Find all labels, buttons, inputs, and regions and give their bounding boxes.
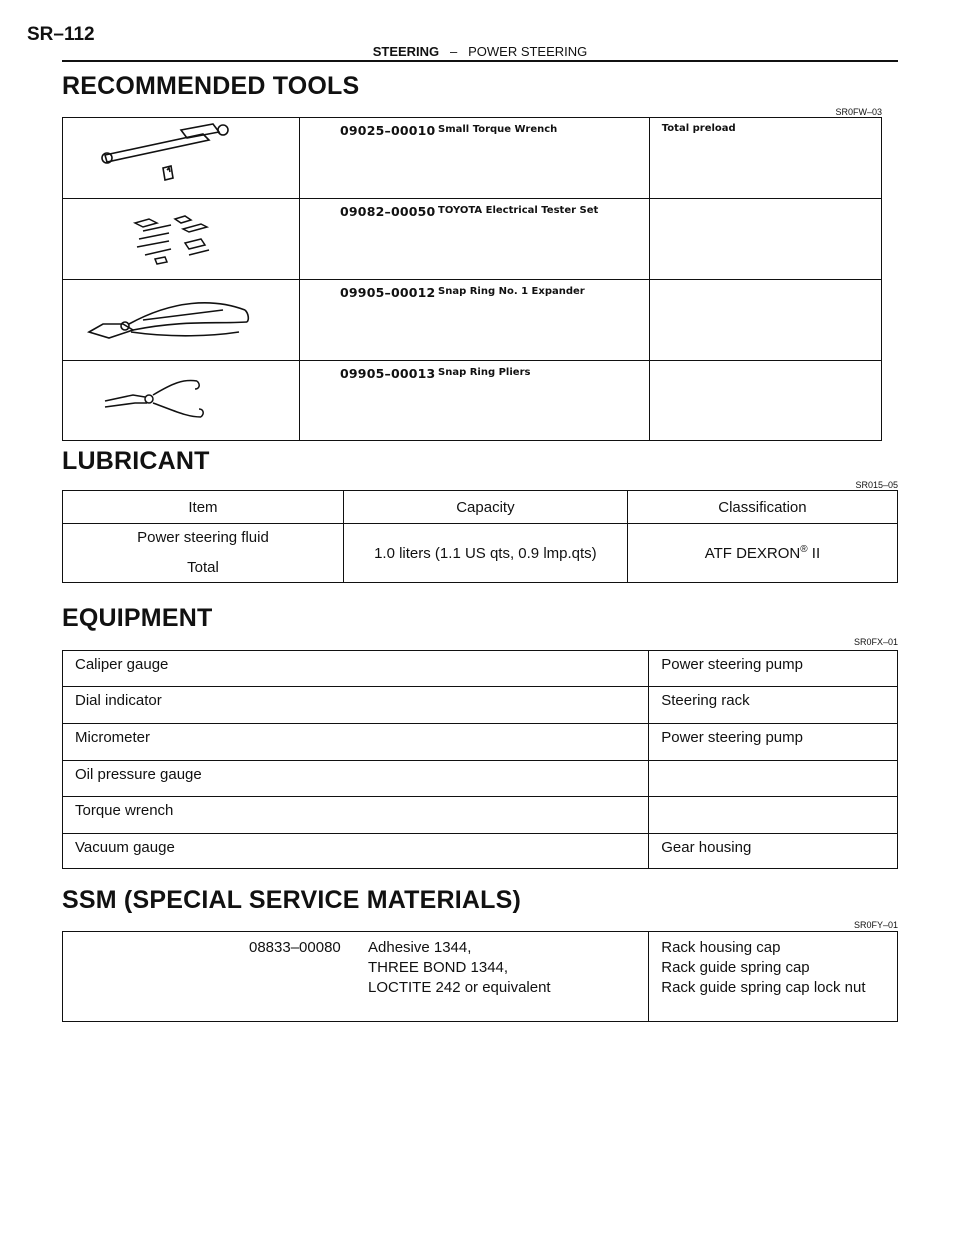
tool-note: Total preload bbox=[661, 123, 736, 134]
ssm-use-line: Rack guide spring cap lock nut bbox=[661, 979, 866, 996]
tool-illustration-cell bbox=[63, 361, 300, 441]
tool-number: 09025–00010 bbox=[340, 123, 436, 138]
tool-illustration-cell bbox=[63, 118, 300, 199]
column-header: Capacity bbox=[343, 491, 627, 524]
tools-heading: RECOMMENDED TOOLS bbox=[62, 72, 360, 100]
equipment-ref: SR0FX–01 bbox=[853, 637, 898, 647]
tool-note-cell bbox=[649, 199, 881, 280]
table-row bbox=[63, 797, 898, 834]
capacity-cell: 1.0 liters (1.1 US qts, 0.9 lmp.qts) bbox=[343, 524, 627, 583]
table-row bbox=[63, 834, 898, 869]
equipment-item: Dial indicator bbox=[63, 687, 649, 724]
table-row bbox=[63, 199, 882, 280]
ssm-table bbox=[62, 931, 898, 1022]
tool-illustration-cell bbox=[63, 199, 300, 280]
page-id: SR–112 bbox=[27, 24, 95, 45]
snap-ring-pliers-illustration bbox=[63, 361, 299, 436]
torque-wrench-illustration bbox=[63, 118, 299, 194]
equipment-item: Micrometer bbox=[63, 724, 649, 761]
equipment-item: Caliper gauge bbox=[63, 651, 649, 687]
item-line: Total bbox=[187, 559, 219, 576]
tool-desc-cell bbox=[300, 361, 650, 441]
table-row bbox=[63, 932, 898, 1022]
ssm-material-cell bbox=[63, 932, 649, 1022]
registered-mark: ® bbox=[800, 544, 808, 555]
tool-name: Snap Ring Pliers bbox=[438, 367, 531, 378]
ssm-material-line: LOCTITE 242 or equivalent bbox=[368, 979, 551, 996]
running-head bbox=[0, 44, 960, 59]
chapter-title: STEERING bbox=[372, 44, 440, 59]
lubricant-table bbox=[62, 490, 898, 583]
equipment-table bbox=[62, 650, 898, 869]
tool-note-cell bbox=[649, 361, 881, 441]
table-row bbox=[63, 118, 882, 199]
tool-number: 09905–00012 bbox=[340, 285, 436, 300]
equipment-use: Gear housing bbox=[649, 834, 898, 869]
table-row bbox=[63, 524, 898, 583]
tool-name: Snap Ring No. 1 Expander bbox=[438, 286, 585, 297]
ssm-use-line: Rack housing cap bbox=[661, 939, 781, 956]
classification-text: ATF DEXRON bbox=[704, 545, 801, 562]
table-row bbox=[63, 651, 898, 687]
electrical-tester-illustration bbox=[63, 199, 299, 275]
ssm-material-list bbox=[368, 938, 551, 998]
equipment-use bbox=[649, 797, 898, 834]
ssm-material-line: THREE BOND 1344, bbox=[368, 959, 509, 976]
table-header-row bbox=[63, 491, 898, 524]
header-separator: – bbox=[450, 44, 458, 59]
snap-ring-expander-illustration bbox=[63, 280, 299, 356]
table-row bbox=[63, 361, 882, 441]
tool-note-cell bbox=[649, 118, 881, 199]
tool-number: 09082–00050 bbox=[340, 204, 436, 219]
ssm-part-number: 08833–00080 bbox=[249, 939, 341, 956]
tools-table bbox=[62, 117, 882, 441]
tool-note-cell bbox=[649, 280, 881, 361]
table-row bbox=[63, 687, 898, 724]
tool-name: TOYOTA Electrical Tester Set bbox=[438, 205, 599, 216]
ssm-heading: SSM (SPECIAL SERVICE MATERIALS) bbox=[62, 886, 522, 914]
table-row bbox=[63, 724, 898, 761]
equipment-heading: EQUIPMENT bbox=[62, 604, 213, 632]
classification-suffix: II bbox=[807, 545, 821, 562]
equipment-use: Power steering pump bbox=[649, 651, 898, 687]
equipment-use bbox=[649, 761, 898, 797]
lubricant-ref: SR015–05 bbox=[855, 480, 898, 490]
equipment-item: Oil pressure gauge bbox=[63, 761, 649, 797]
column-header: Item bbox=[63, 491, 344, 524]
equipment-item: Torque wrench bbox=[63, 797, 649, 834]
ssm-ref: SR0FY–01 bbox=[853, 920, 898, 930]
equipment-use: Power steering pump bbox=[649, 724, 898, 761]
equipment-use: Steering rack bbox=[649, 687, 898, 724]
table-row bbox=[63, 761, 898, 797]
tool-desc-cell bbox=[300, 199, 650, 280]
tools-ref: SR0FW–03 bbox=[835, 107, 882, 117]
classification-cell bbox=[627, 524, 897, 583]
tool-desc-cell bbox=[300, 118, 650, 199]
column-header: Classification bbox=[627, 491, 897, 524]
table-row bbox=[63, 280, 882, 361]
item-cell bbox=[63, 524, 344, 583]
tool-desc-cell bbox=[300, 280, 650, 361]
tool-illustration-cell bbox=[63, 280, 300, 361]
tool-name: Small Torque Wrench bbox=[438, 124, 558, 135]
ssm-material-line: Adhesive 1344, bbox=[368, 939, 472, 956]
equipment-item: Vacuum gauge bbox=[63, 834, 649, 869]
lubricant-heading: LUBRICANT bbox=[62, 447, 210, 475]
item-line: Power steering fluid bbox=[137, 529, 269, 546]
ssm-use-cell bbox=[649, 932, 898, 1022]
section-title: POWER STEERING bbox=[468, 44, 588, 59]
header-rule bbox=[62, 60, 898, 62]
ssm-use-line: Rack guide spring cap bbox=[661, 959, 810, 976]
tool-number: 09905–00013 bbox=[340, 366, 436, 381]
